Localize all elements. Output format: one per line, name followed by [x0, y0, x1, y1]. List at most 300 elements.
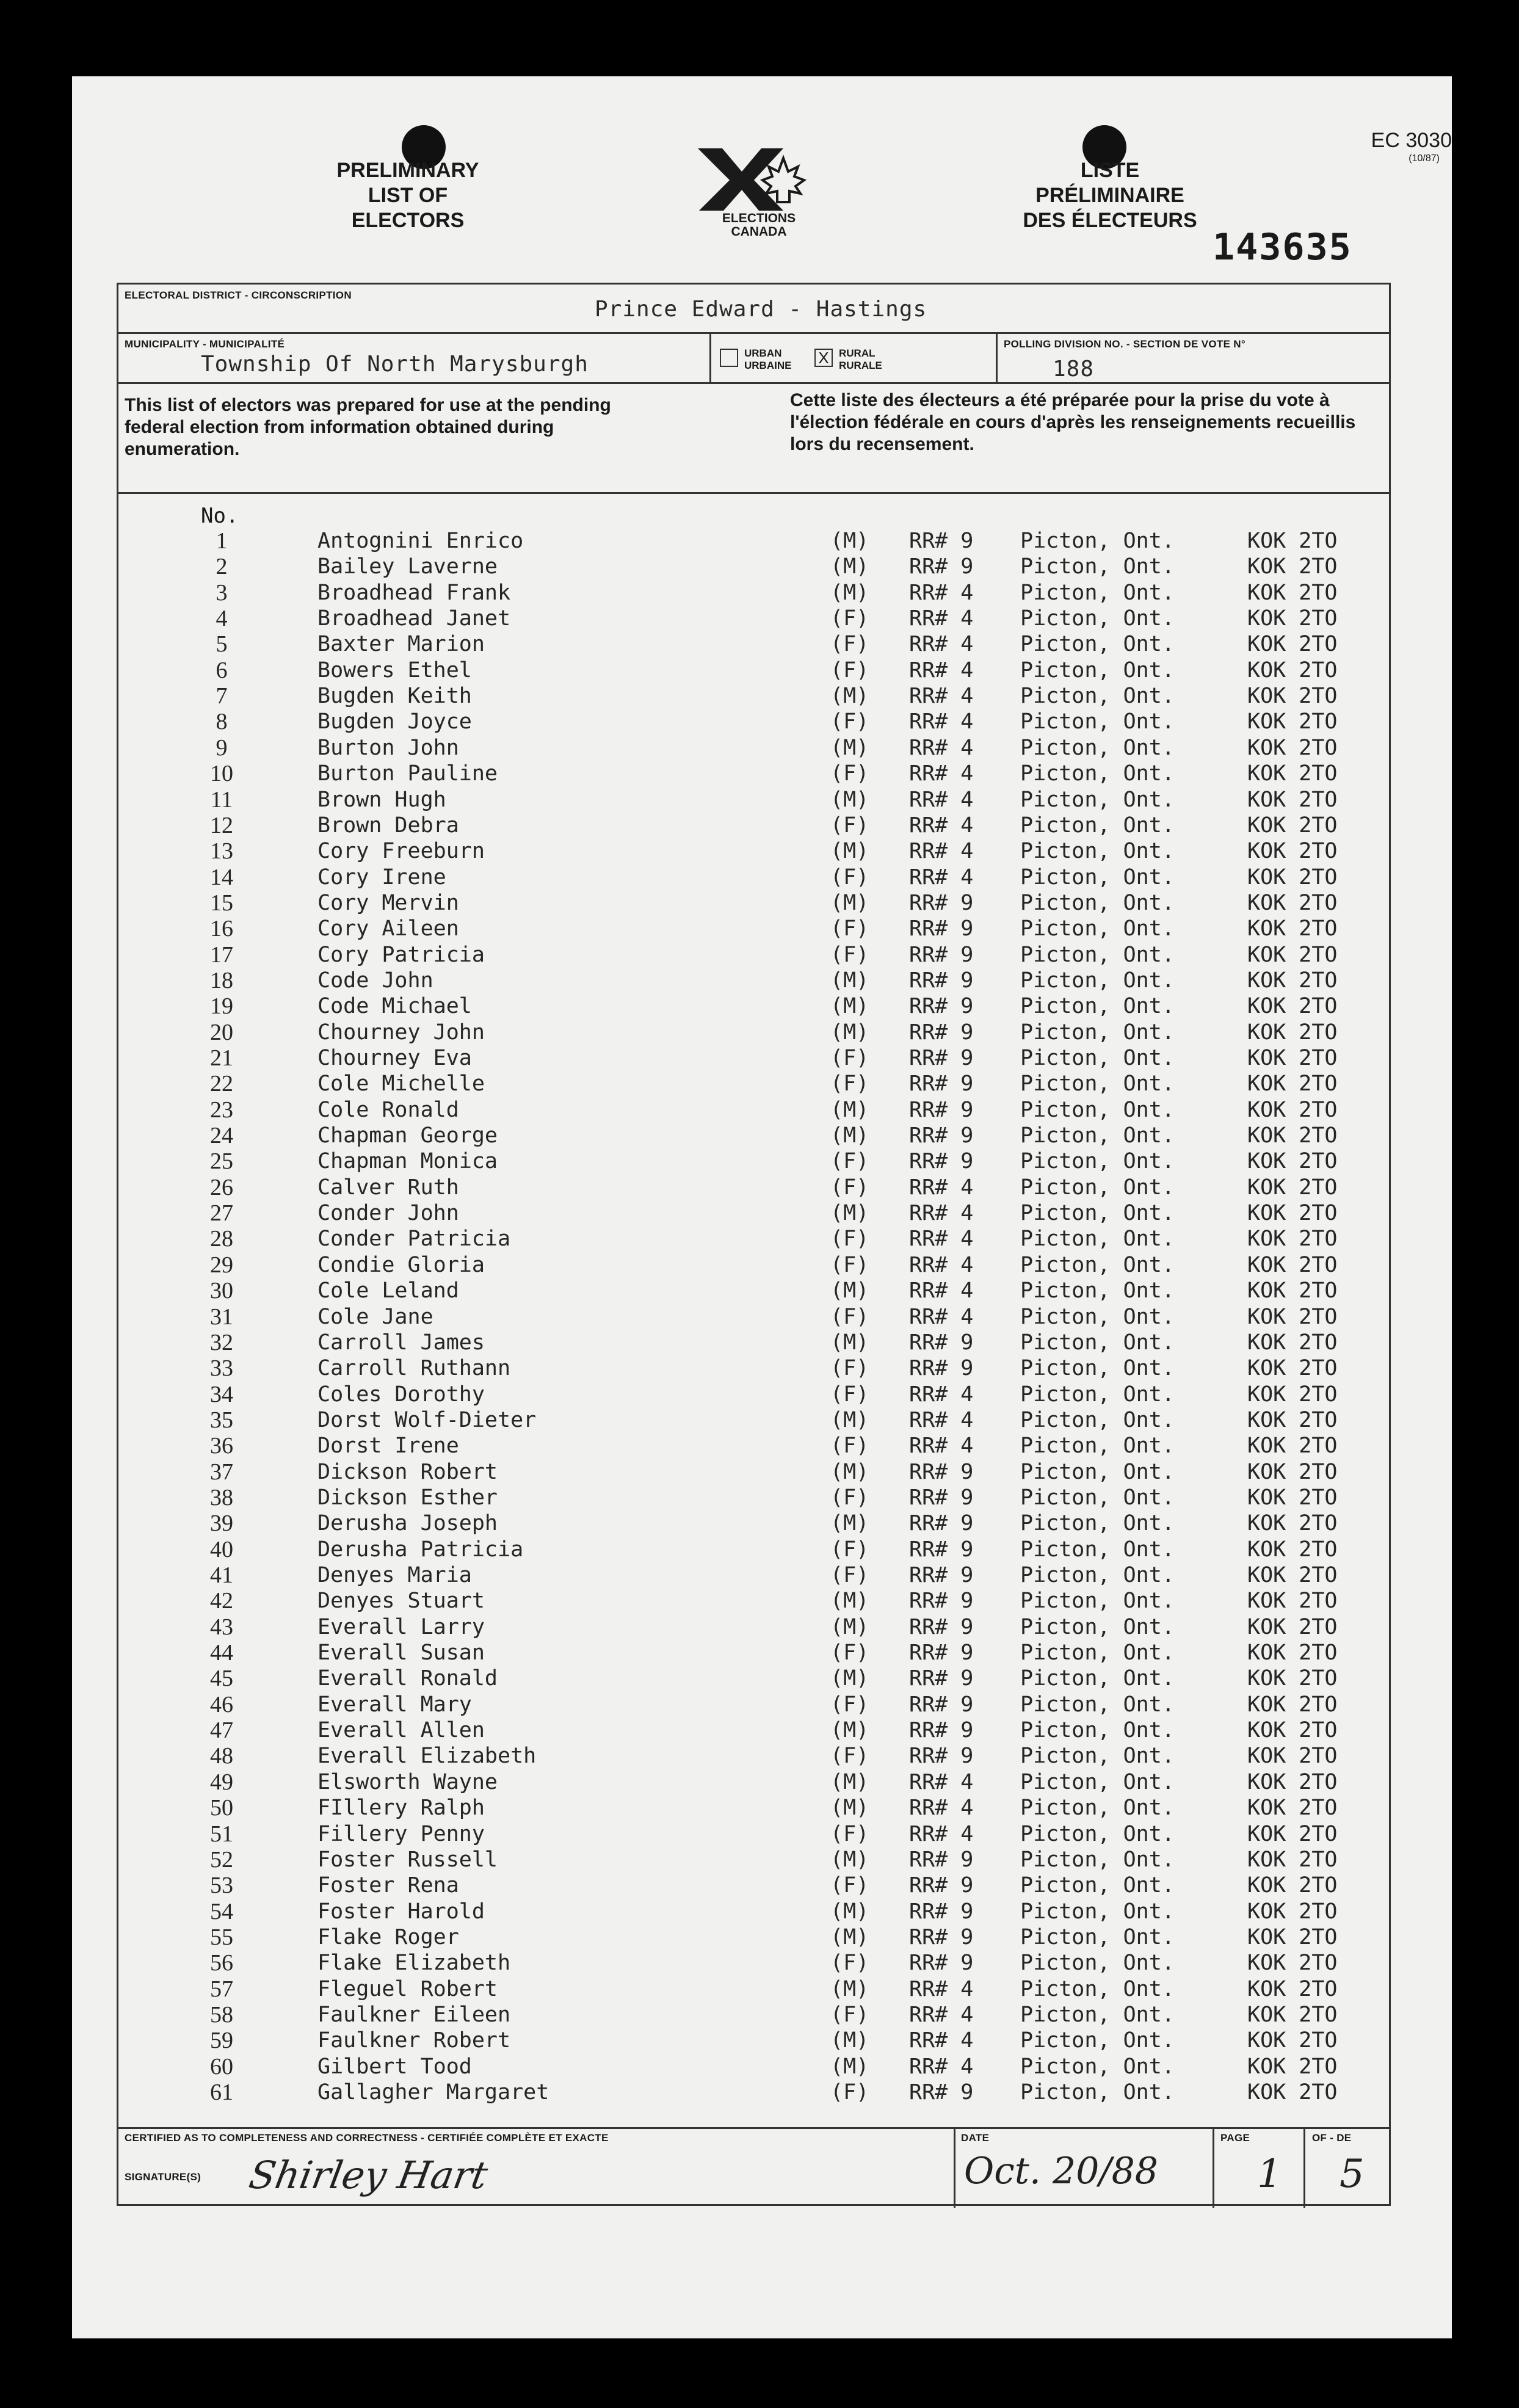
elector-name: Cory Freeburn	[317, 839, 485, 864]
elector-number: 49	[210, 1769, 233, 1795]
elector-city: Picton, Ont.	[1020, 580, 1175, 605]
elector-route: RR# 9	[909, 1692, 974, 1717]
elector-name: Elsworth Wayne	[317, 1769, 498, 1794]
elector-postal-code: KOK 2TO	[1247, 1201, 1338, 1226]
elector-name: Fleguel Robert	[317, 1976, 498, 2001]
elector-sex: (M)	[830, 1020, 869, 1045]
elector-city: Picton, Ont.	[1020, 761, 1175, 786]
elector-city: Picton, Ont.	[1020, 1020, 1175, 1045]
elector-city: Picton, Ont.	[1020, 839, 1175, 864]
elector-name: Foster Rena	[317, 1873, 459, 1898]
elector-name: Everall Allen	[317, 1718, 485, 1743]
elector-name: Faulkner Eileen	[317, 2002, 511, 2027]
elector-sex: (M)	[830, 1097, 869, 1122]
district-value: Prince Edward - Hastings	[595, 297, 927, 322]
serial-number: 143635	[1213, 226, 1352, 269]
elector-postal-code: KOK 2TO	[1247, 1692, 1338, 1717]
elector-city: Picton, Ont.	[1020, 606, 1175, 631]
elector-name: Cole Ronald	[317, 1097, 459, 1122]
elector-name: Everall Susan	[317, 1641, 485, 1666]
elector-number: 11	[210, 786, 233, 813]
elector-postal-code: KOK 2TO	[1247, 1589, 1338, 1614]
elector-postal-code: KOK 2TO	[1247, 606, 1338, 631]
elector-route: RR# 4	[909, 658, 974, 683]
elector-name: Cory Aileen	[317, 916, 459, 941]
elector-postal-code: KOK 2TO	[1247, 1278, 1338, 1304]
elector-sex: (F)	[830, 865, 869, 890]
elector-number: 48	[210, 1743, 233, 1769]
elector-city: Picton, Ont.	[1020, 1097, 1175, 1122]
form-sheet: PRELIMINARY LIST OF ELECTORS ELECTIONS CANADA LISTE PRÉLIMINAIRE DES ÉLECTEURS EC 3030 (10/87) 143635 ELECTORAL DISTRICT - CIRCONSCRIPTION Prince Edward - Hastings MUNICIPALITY - MUNICIPALITÉ Township Of North Marysburgh URBAN URBAINE X RURAL RURALE POLLING DIVISION NO. - SECTION DE VOTE N° 188 This list of electors was prepared for use at the pending federal election from information obtained during enumeration. Cette liste des électeurs a été préparée pour la prise du vote à l'élection fédérale en cours d'après les renseignements recueillis lors du recensement. CERTIFIED AS TO COMPLETENESS AND CORRECTNESS - CERTIFIÉE COMPLÈTE ET EXACTE SIGNATURE(S) Shirley Hart DATE Oct. 20/88 PAGE 1 OF - DE 5 No. 1 Antognini Enrico (M) RR# 9 Picton, Ont. KOK 2TO 2 Bailey Laverne (M) RR# 9 Picton, Ont. KOK 2TO 3 Broadhead Frank (M) RR# 4 Picton, Ont. KOK 2TO 4 Broadhead Janet (F) RR# 4 Picton, Ont. KOK 2TO 5 Baxter Marion (F) RR# 4 Picton, Ont. KOK 2TO 6 Bowers Ethel (F) RR# 4 Picton, Ont. KOK 2TO 7 Bugden Keith (M) RR# 4 Picton, Ont. KOK 2TO 8 Bugden Joyce (F) RR# 4 Picton, Ont. KOK 2TO 9 Burton John (M) RR# 4 Picton, Ont. KOK 2TO 10 Burton Pauline (F) RR# 4 Picton, Ont. KOK 2TO 11 Brown Hugh (M) RR# 4 Picton, Ont. KOK 2TO 12 Brown Debra (F) RR# 4 Picton, Ont. KOK 2TO 13 Cory Freeburn (M) RR# 4 Picton, Ont. KOK 2TO 14 Cory Irene (F) RR# 4 Picton, Ont. KOK 2TO 15 Cory Mervin (M) RR# 9 Picton, Ont. KOK 2TO 16 Cory Aileen (F) RR# 9 Picton, Ont. KOK 2TO 17 Cory Patricia (F) RR# 9 Picton, Ont. KOK 2TO 18 Code John (M) RR# 9 Picton, Ont. KOK 2TO 19 Code Michael (M) RR# 9 Picton, Ont. KOK 2TO 20 Chourney John (M) RR# 9 Picton, Ont. KOK 2TO 21 Chourney Eva (F) RR# 9 Picton, Ont. KOK 2TO 22 Cole Michelle (F) RR# 9 Picton, Ont. KOK 2TO 23 Cole Ronald (M) RR# 9 Picton, Ont. KOK 2TO 24 Chapman George (M) RR# 9 Picton, Ont. KOK 2TO 25 Chapman Monica (F) RR# 9 Picton, Ont. KOK 2TO 26 Calver Ruth (F) RR# 4 Picton, Ont. KOK 2TO 27 Conder John (M) RR# 4 Picton, Ont. KOK 2TO 28 Conder Patricia (F) RR# 4 Picton, Ont. KOK 2TO 29 Condie Gloria (F) RR# 4 Picton, Ont. KOK 2TO 30 Cole Leland (M) RR# 4 Picton, Ont. KOK 2TO 31 Cole Jane (F) RR# 4 Picton, Ont. KOK 2TO 32 Carroll James (M) RR# 9 Picton, Ont. KOK 2TO 33 Carroll Ruthann (F) RR# 9 Picton, Ont. KOK 2TO 34 Coles Dorothy (F) RR# 4 Picton, Ont. KOK 2TO 35 Dorst Wolf-Dieter (M) RR# 4 Picton, Ont. KOK 2TO 36 Dorst Irene (F) RR# 4 Picton, Ont. KOK 2TO 37 Dickson Robert (M) RR# 9 Picton, Ont. KOK 2TO 38 Dickson Esther (F) RR# 9 Picton, Ont. KOK 2TO 39 Derusha Joseph (M) RR# 9 Picton, Ont. KOK 2TO 40 Derusha Patricia (F) RR# 9 Picton, Ont. KOK 2TO 41 Denyes Maria (F) RR# 9 Picton, Ont. KOK 2TO 42 Denyes Stuart (M) RR# 9 Picton, Ont. KOK 2TO 43 Everall Larry (M) RR# 9 Picton, Ont. KOK 2TO 44 Everall Susan (F) RR# 9 Picton, Ont. KOK 2TO 45 Everall Ronald (M) RR# 9 Picton, Ont. KOK 2TO 46 Everall Mary (F) RR# 9 Picton, Ont. KOK 2TO 47 Everall Allen (M) RR# 9 Picton, Ont. KOK 2TO 48 Everall Elizabeth (F) RR# 9 Picton, Ont. KOK 2TO 49 Elsworth Wayne (M) RR# 4 Picton, Ont. KOK 2TO 50 FIllery Ralph (M) RR# 4 Picton, Ont. KOK 2TO 51 Fillery Penny (F) RR# 4 Picton, Ont. KOK 2TO 52 Foster Russell (M) RR# 9 Picton, Ont. KOK 2TO 53 Foster Rena (F) RR# 9 Picton, Ont. KOK 2TO 54 Foster Harold (M) RR# 9 Picton, Ont. KOK 2TO 55 Flake Roger (M) RR# 9 Picton, Ont. KOK 2TO 56 Flake Elizabeth (F) RR# 9 Picton, Ont. KOK 2TO 57 Fleguel Robert (M) RR# 4 Picton, Ont. KOK 2TO 58 Faulkner Eileen (F) RR# 4 Picton, Ont. KOK 2TO 59 Faulkner Robert (M) RR# 4 Picton, Ont. KOK 2TO 60 Gilbert Tood (M) RR# 4 Picton, Ont. KOK 2TO 61 Gallagher Margaret (F) RR# 9 Picton, Ont. KOK 2TO	[72, 76, 1452, 2338]
elector-route: RR# 4	[909, 606, 974, 631]
elector-sex: (M)	[830, 1847, 869, 1872]
elector-city: Picton, Ont.	[1020, 1769, 1175, 1794]
elector-route: RR# 9	[909, 1097, 974, 1122]
elector-postal-code: KOK 2TO	[1247, 1330, 1338, 1355]
elector-sex: (F)	[830, 1485, 869, 1510]
elector-city: Picton, Ont.	[1020, 658, 1175, 683]
elector-name: Gilbert Tood	[317, 2054, 472, 2079]
elector-number: 3	[216, 579, 228, 606]
elector-route: RR# 4	[909, 1175, 974, 1200]
elector-postal-code: KOK 2TO	[1247, 1434, 1338, 1459]
elector-sex: (F)	[830, 2080, 869, 2105]
elector-route: RR# 4	[909, 761, 974, 786]
elector-name: Everall Ronald	[317, 1666, 498, 1691]
elector-route: RR# 4	[909, 1434, 974, 1459]
elector-postal-code: KOK 2TO	[1247, 554, 1338, 579]
elector-route: RR# 9	[909, 1020, 974, 1045]
elector-postal-code: KOK 2TO	[1247, 1924, 1338, 1949]
elector-city: Picton, Ont.	[1020, 1123, 1175, 1148]
title-english: PRELIMINARY LIST OF ELECTORS	[336, 159, 479, 232]
elector-number: 28	[210, 1226, 233, 1252]
elector-route: RR# 4	[909, 1382, 974, 1407]
elector-route: RR# 9	[909, 1537, 974, 1562]
elector-city: Picton, Ont.	[1020, 1149, 1175, 1174]
elector-name: Baxter Marion	[317, 632, 485, 657]
elector-route: RR# 9	[909, 529, 974, 553]
elector-city: Picton, Ont.	[1020, 2028, 1175, 2053]
elections-canada-logo: ELECTIONS CANADA	[686, 143, 832, 247]
elector-route: RR# 4	[909, 632, 974, 657]
elector-name: Flake Roger	[317, 1924, 459, 1949]
elector-postal-code: KOK 2TO	[1247, 1175, 1338, 1200]
elector-number: 18	[210, 967, 233, 993]
date-value: Oct. 20/88	[964, 2150, 1158, 2192]
elector-route: RR# 4	[909, 1976, 974, 2001]
elector-route: RR# 4	[909, 813, 974, 838]
elector-sex: (M)	[830, 787, 869, 812]
elector-postal-code: KOK 2TO	[1247, 1614, 1338, 1639]
elector-postal-code: KOK 2TO	[1247, 1123, 1338, 1148]
elector-route: RR# 4	[909, 2002, 974, 2027]
rural-label: RURAL RURALE	[839, 347, 882, 371]
elector-name: Derusha Patricia	[317, 1537, 524, 1562]
elector-name: Derusha Joseph	[317, 1511, 498, 1536]
elector-name: Burton Pauline	[317, 761, 498, 786]
elector-number: 36	[210, 1433, 233, 1459]
elector-sex: (F)	[830, 813, 869, 838]
elector-sex: (M)	[830, 2054, 869, 2079]
urban-checkbox[interactable]	[720, 349, 738, 367]
elector-city: Picton, Ont.	[1020, 1614, 1175, 1639]
elector-city: Picton, Ont.	[1020, 787, 1175, 812]
elector-name: Broadhead Frank	[317, 580, 511, 605]
elector-sex: (F)	[830, 942, 869, 967]
elector-sex: (M)	[830, 968, 869, 993]
elector-postal-code: KOK 2TO	[1247, 1511, 1338, 1536]
signature: Shirley Hart	[245, 2153, 491, 2197]
elector-number: 15	[210, 890, 233, 916]
elector-number: 10	[210, 761, 233, 787]
elector-number: 26	[210, 1174, 233, 1200]
elector-name: Condie Gloria	[317, 1252, 485, 1277]
of-label: OF - DE	[1312, 2132, 1352, 2144]
intro-english: This list of electors was prepared for use at the pending federal election from information obtained during enumeration.	[125, 395, 611, 459]
elector-sex: (F)	[830, 658, 869, 683]
elector-postal-code: KOK 2TO	[1247, 2054, 1338, 2079]
elector-sex: (F)	[830, 606, 869, 631]
elector-number: 61	[210, 2080, 233, 2105]
elector-city: Picton, Ont.	[1020, 1666, 1175, 1691]
elector-name: Antognini Enrico	[317, 529, 524, 553]
elector-city: Picton, Ont.	[1020, 2002, 1175, 2027]
elector-name: Everall Elizabeth	[317, 1744, 537, 1769]
elector-route: RR# 9	[909, 1873, 974, 1898]
elector-number: 2	[216, 554, 228, 580]
elector-city: Picton, Ont.	[1020, 529, 1175, 553]
elector-name: Bugden Joyce	[317, 709, 472, 734]
elector-number: 35	[210, 1407, 233, 1433]
elector-name: Conder John	[317, 1201, 459, 1226]
elector-number: 8	[216, 709, 228, 735]
elector-city: Picton, Ont.	[1020, 1382, 1175, 1407]
elector-number: 5	[216, 631, 228, 658]
elector-name: Cory Mervin	[317, 890, 459, 915]
elector-route: RR# 9	[909, 1641, 974, 1666]
elector-sex: (M)	[830, 1278, 869, 1304]
elector-name: Cole Jane	[317, 1304, 433, 1329]
elector-number: 24	[210, 1123, 233, 1149]
elector-city: Picton, Ont.	[1020, 916, 1175, 941]
elector-postal-code: KOK 2TO	[1247, 890, 1338, 915]
elector-city: Picton, Ont.	[1020, 865, 1175, 890]
elector-postal-code: KOK 2TO	[1247, 916, 1338, 941]
elector-city: Picton, Ont.	[1020, 1407, 1175, 1432]
elector-route: RR# 9	[909, 1123, 974, 1148]
elector-route: RR# 9	[909, 968, 974, 993]
elector-postal-code: KOK 2TO	[1247, 1046, 1338, 1070]
elector-number: 45	[210, 1666, 233, 1692]
elector-name: Dickson Esther	[317, 1485, 498, 1510]
elector-name: Cory Irene	[317, 865, 446, 890]
elector-postal-code: KOK 2TO	[1247, 735, 1338, 760]
elector-number: 58	[210, 2001, 233, 2028]
elector-sex: (F)	[830, 1382, 869, 1407]
elector-city: Picton, Ont.	[1020, 1278, 1175, 1304]
elector-sex: (F)	[830, 916, 869, 941]
elector-route: RR# 9	[909, 1563, 974, 1587]
elector-name: Denyes Stuart	[317, 1589, 485, 1614]
elector-sex: (F)	[830, 1252, 869, 1277]
elector-name: Broadhead Janet	[317, 606, 511, 631]
elector-postal-code: KOK 2TO	[1247, 1796, 1338, 1821]
elector-postal-code: KOK 2TO	[1247, 1563, 1338, 1587]
elector-name: Dorst Irene	[317, 1434, 459, 1459]
elector-sex: (F)	[830, 1304, 869, 1329]
elector-city: Picton, Ont.	[1020, 1175, 1175, 1200]
elector-postal-code: KOK 2TO	[1247, 1382, 1338, 1407]
elector-postal-code: KOK 2TO	[1247, 942, 1338, 967]
rural-checkbox[interactable]: X	[814, 349, 833, 367]
elector-route: RR# 4	[909, 787, 974, 812]
elector-route: RR# 4	[909, 839, 974, 864]
elector-city: Picton, Ont.	[1020, 968, 1175, 993]
elector-city: Picton, Ont.	[1020, 1692, 1175, 1717]
elector-number: 21	[210, 1045, 233, 1071]
elector-route: RR# 4	[909, 735, 974, 760]
elector-city: Picton, Ont.	[1020, 709, 1175, 734]
elector-postal-code: KOK 2TO	[1247, 709, 1338, 734]
elector-city: Picton, Ont.	[1020, 684, 1175, 709]
elector-name: Everall Larry	[317, 1614, 485, 1639]
elector-city: Picton, Ont.	[1020, 942, 1175, 967]
elector-number: 34	[210, 1381, 233, 1407]
elector-city: Picton, Ont.	[1020, 1485, 1175, 1510]
elector-postal-code: KOK 2TO	[1247, 761, 1338, 786]
elector-name: Brown Hugh	[317, 787, 446, 812]
elector-route: RR# 9	[909, 554, 974, 579]
elector-postal-code: KOK 2TO	[1247, 839, 1338, 864]
elector-postal-code: KOK 2TO	[1247, 1072, 1338, 1097]
elector-name: Foster Russell	[317, 1847, 498, 1872]
elector-postal-code: KOK 2TO	[1247, 1020, 1338, 1045]
elector-postal-code: KOK 2TO	[1247, 580, 1338, 605]
polling-division-label: POLLING DIVISION NO. - SECTION DE VOTE N°	[1004, 338, 1245, 350]
page-label: PAGE	[1220, 2132, 1250, 2144]
district-label: ELECTORAL DISTRICT - CIRCONSCRIPTION	[125, 289, 352, 301]
elector-name: Flake Elizabeth	[317, 1951, 511, 1976]
elector-sex: (F)	[830, 1951, 869, 1976]
elector-city: Picton, Ont.	[1020, 1589, 1175, 1614]
elector-route: RR# 4	[909, 684, 974, 709]
elector-sex: (M)	[830, 1201, 869, 1226]
elector-postal-code: KOK 2TO	[1247, 2002, 1338, 2027]
elector-route: RR# 4	[909, 2054, 974, 2079]
municipality-value: Township Of North Marysburgh	[201, 352, 589, 377]
elector-number: 30	[210, 1278, 233, 1304]
elector-sex: (M)	[830, 1330, 869, 1355]
elector-city: Picton, Ont.	[1020, 1641, 1175, 1666]
elector-number: 6	[216, 657, 228, 683]
elector-city: Picton, Ont.	[1020, 1046, 1175, 1070]
elector-sex: (M)	[830, 1924, 869, 1949]
elector-route: RR# 4	[909, 1407, 974, 1432]
elector-route: RR# 9	[909, 1072, 974, 1097]
elector-route: RR# 9	[909, 1924, 974, 1949]
elector-route: RR# 4	[909, 1252, 974, 1277]
elector-sex: (F)	[830, 1175, 869, 1200]
elector-postal-code: KOK 2TO	[1247, 1459, 1338, 1484]
elector-name: Fillery Penny	[317, 1821, 485, 1846]
elector-name: Dickson Robert	[317, 1459, 498, 1484]
elector-route: RR# 4	[909, 865, 974, 890]
elector-sex: (M)	[830, 1976, 869, 2001]
elector-number: 52	[210, 1846, 233, 1873]
elector-sex: (M)	[830, 994, 869, 1019]
elector-route: RR# 9	[909, 1356, 974, 1381]
elector-name: Chapman George	[317, 1123, 498, 1148]
elector-postal-code: KOK 2TO	[1247, 1821, 1338, 1846]
elector-sex: (M)	[830, 839, 869, 864]
elector-sex: (M)	[830, 1614, 869, 1639]
elector-sex: (F)	[830, 632, 869, 657]
elector-name: Cory Patricia	[317, 942, 485, 967]
elector-sex: (M)	[830, 1666, 869, 1691]
elector-city: Picton, Ont.	[1020, 994, 1175, 1019]
elector-sex: (F)	[830, 709, 869, 734]
elector-number: 31	[210, 1304, 233, 1330]
elector-city: Picton, Ont.	[1020, 735, 1175, 760]
elector-name: Gallagher Margaret	[317, 2080, 549, 2105]
elector-name: Coles Dorothy	[317, 1382, 485, 1407]
elector-number: 37	[210, 1459, 233, 1485]
elector-number: 50	[210, 1795, 233, 1821]
elector-number: 14	[210, 864, 233, 890]
elector-city: Picton, Ont.	[1020, 1847, 1175, 1872]
elector-sex: (M)	[830, 1899, 869, 1924]
elector-name: Foster Harold	[317, 1899, 485, 1924]
elector-number: 54	[210, 1898, 233, 1924]
date-label: DATE	[961, 2132, 990, 2144]
elector-number: 4	[216, 606, 228, 632]
elector-sex: (F)	[830, 1873, 869, 1898]
elector-number: 29	[210, 1252, 233, 1278]
elector-postal-code: KOK 2TO	[1247, 632, 1338, 657]
elector-route: RR# 4	[909, 1821, 974, 1846]
elector-sex: (F)	[830, 1434, 869, 1459]
elector-postal-code: KOK 2TO	[1247, 1304, 1338, 1329]
elector-name: Cole Leland	[317, 1278, 459, 1304]
elector-sex: (F)	[830, 1537, 869, 1562]
elector-sex: (M)	[830, 2028, 869, 2053]
elector-name: Cole Michelle	[317, 1072, 485, 1097]
elector-name: FIllery Ralph	[317, 1796, 485, 1821]
elector-sex: (F)	[830, 1641, 869, 1666]
elector-name: Calver Ruth	[317, 1175, 459, 1200]
elector-sex: (M)	[830, 1718, 869, 1743]
elector-route: RR# 9	[909, 2080, 974, 2105]
elector-city: Picton, Ont.	[1020, 1511, 1175, 1536]
elector-postal-code: KOK 2TO	[1247, 865, 1338, 890]
elector-number: 23	[210, 1097, 233, 1123]
elector-sex: (M)	[830, 1459, 869, 1484]
elector-city: Picton, Ont.	[1020, 554, 1175, 579]
elector-route: RR# 4	[909, 1201, 974, 1226]
elector-sex: (F)	[830, 1692, 869, 1717]
elector-name: Code Michael	[317, 994, 472, 1019]
elector-postal-code: KOK 2TO	[1247, 1873, 1338, 1898]
elector-number: 1	[216, 528, 228, 554]
elector-city: Picton, Ont.	[1020, 1330, 1175, 1355]
elector-postal-code: KOK 2TO	[1247, 2080, 1338, 2105]
elector-sex: (F)	[830, 1046, 869, 1070]
elector-route: RR# 9	[909, 1149, 974, 1174]
elector-name: Everall Mary	[317, 1692, 472, 1717]
elector-city: Picton, Ont.	[1020, 1356, 1175, 1381]
elector-sex: (M)	[830, 554, 869, 579]
elector-city: Picton, Ont.	[1020, 1924, 1175, 1949]
elector-city: Picton, Ont.	[1020, 1718, 1175, 1743]
elector-route: RR# 9	[909, 1614, 974, 1639]
elector-sex: (M)	[830, 1123, 869, 1148]
elector-sex: (F)	[830, 1356, 869, 1381]
elector-number: 39	[210, 1510, 233, 1537]
elector-name: Brown Debra	[317, 813, 459, 838]
elector-number: 56	[210, 1950, 233, 1976]
elector-route: RR# 4	[909, 1304, 974, 1329]
signature-label: SIGNATURE(S)	[125, 2171, 201, 2183]
elector-city: Picton, Ont.	[1020, 1563, 1175, 1587]
intro-french: Cette liste des électeurs a été préparée pour la prise du vote à l'élection fédérale en cours d'après les renseignements recueillis lors du recensement.	[790, 390, 1356, 454]
elector-name: Burton John	[317, 735, 459, 760]
elector-number: 42	[210, 1588, 233, 1614]
elector-postal-code: KOK 2TO	[1247, 1769, 1338, 1794]
elector-name: Code John	[317, 968, 433, 993]
elector-route: RR# 9	[909, 1459, 974, 1484]
elector-route: RR# 9	[909, 1899, 974, 1924]
elector-route: RR# 9	[909, 1847, 974, 1872]
elector-route: RR# 9	[909, 1951, 974, 1976]
elector-number: 12	[210, 812, 233, 838]
elector-number: 41	[210, 1562, 233, 1588]
municipality-label: MUNICIPALITY - MUNICIPALITÉ	[125, 338, 285, 350]
elector-number: 13	[210, 838, 233, 865]
elector-sex: (F)	[830, 761, 869, 786]
elector-number: 17	[210, 941, 233, 968]
elector-route: RR# 9	[909, 942, 974, 967]
elector-number: 32	[210, 1329, 233, 1355]
elector-sex: (M)	[830, 1769, 869, 1794]
elector-city: Picton, Ont.	[1020, 2054, 1175, 2079]
elector-sex: (F)	[830, 1072, 869, 1097]
page-value: 1	[1257, 2152, 1282, 2197]
polling-division-value: 188	[1053, 357, 1095, 382]
elector-name: Chourney John	[317, 1020, 485, 1045]
elector-route: RR# 4	[909, 1769, 974, 1794]
elector-sex: (M)	[830, 890, 869, 915]
elector-route: RR# 4	[909, 1796, 974, 1821]
elector-number: 59	[210, 2028, 233, 2054]
elector-sex: (F)	[830, 2002, 869, 2027]
elector-postal-code: KOK 2TO	[1247, 1951, 1338, 1976]
elector-postal-code: KOK 2TO	[1247, 1097, 1338, 1122]
elector-postal-code: KOK 2TO	[1247, 1744, 1338, 1769]
elector-route: RR# 4	[909, 580, 974, 605]
elector-sex: (M)	[830, 1407, 869, 1432]
elector-name: Carroll James	[317, 1330, 485, 1355]
elector-city: Picton, Ont.	[1020, 890, 1175, 915]
elector-sex: (F)	[830, 1563, 869, 1587]
elector-city: Picton, Ont.	[1020, 1537, 1175, 1562]
of-value: 5	[1340, 2152, 1365, 2197]
elector-postal-code: KOK 2TO	[1247, 1847, 1338, 1872]
elector-city: Picton, Ont.	[1020, 1951, 1175, 1976]
elector-postal-code: KOK 2TO	[1247, 1537, 1338, 1562]
elector-route: RR# 9	[909, 1589, 974, 1614]
elector-city: Picton, Ont.	[1020, 1072, 1175, 1097]
